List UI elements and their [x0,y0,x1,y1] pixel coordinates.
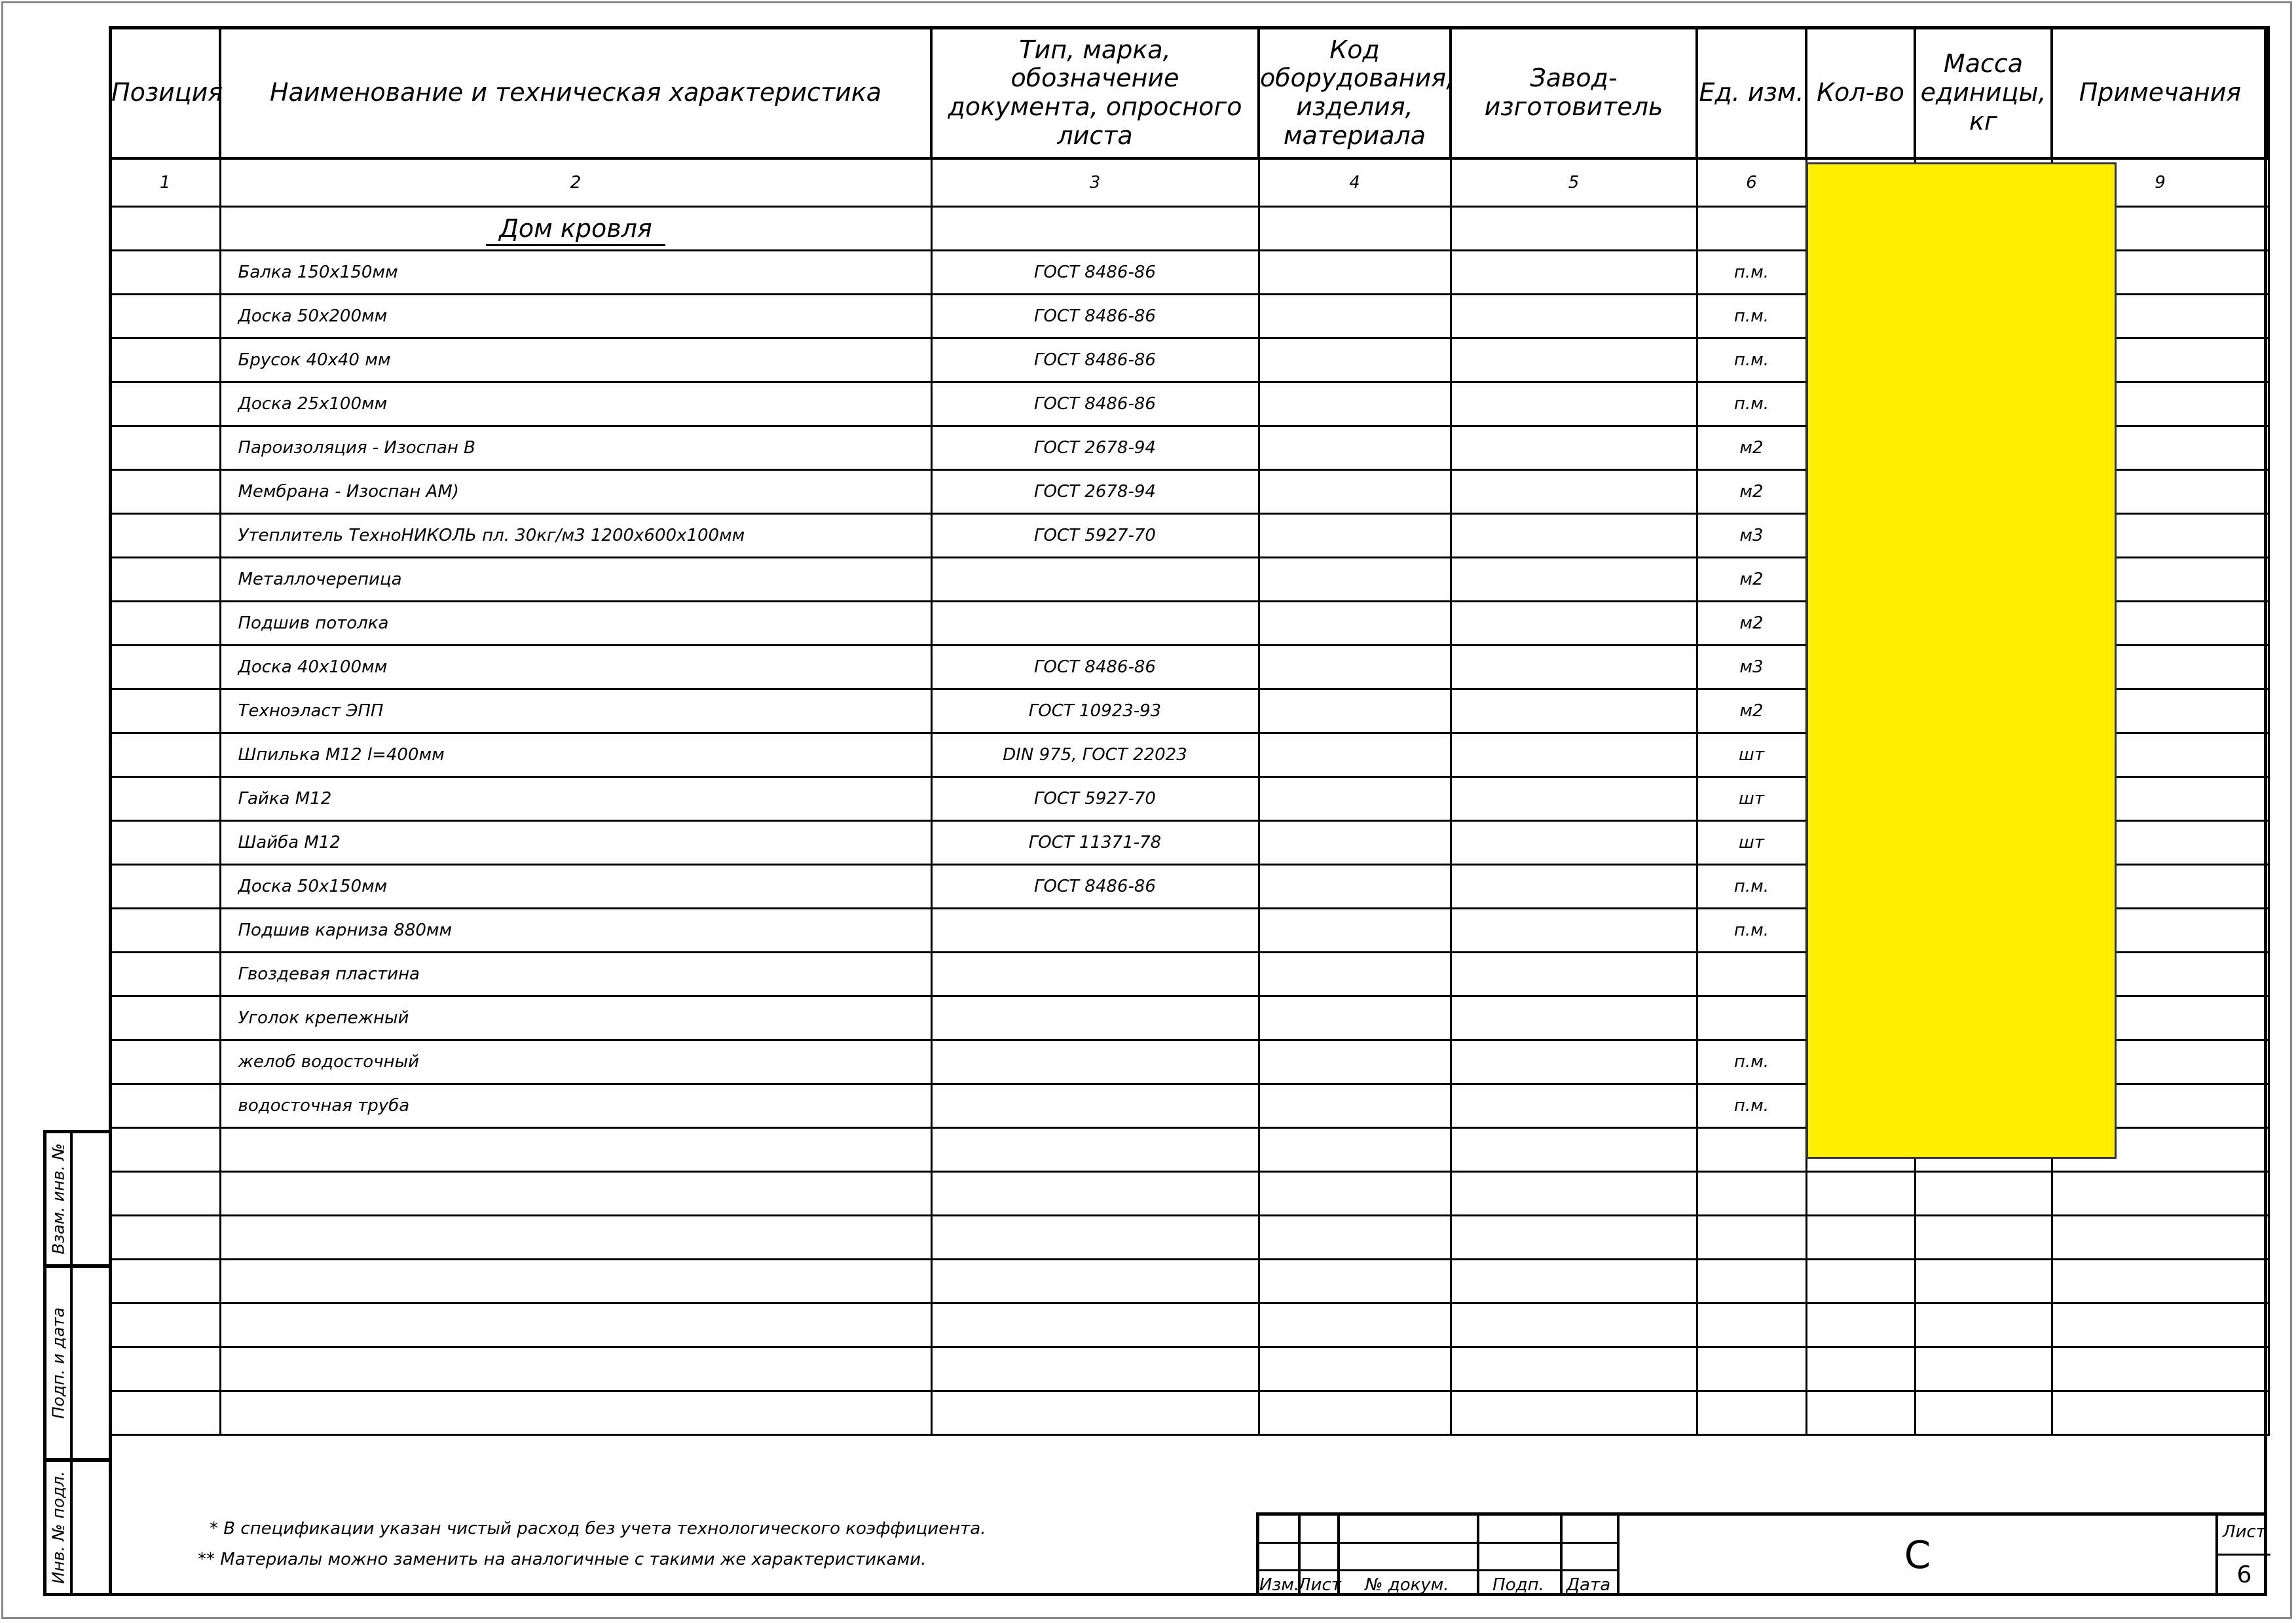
item-document: ГОСТ 2678-94 [931,426,1259,470]
item-document: ГОСТ 8486-86 [931,646,1259,689]
item-name: Утеплитель ТехноНИКОЛЬ пл. 30кг/м3 1200x600x100мм [220,514,931,558]
item-name: Уголок крепежный [220,996,931,1040]
footnote-1: * В спецификации указан чистый расход без учета технологического коэффициента. [210,1519,986,1539]
item-name: Доска 25x100мм [220,382,931,426]
item-document: ГОСТ 11371-78 [931,821,1259,865]
title-block-label: Подп. [1492,1575,1544,1595]
item-unit: м2 [1697,426,1806,470]
item-unit: п.м. [1697,1084,1806,1128]
item-unit: м2 [1697,689,1806,733]
header-position: Позиция [110,27,220,158]
header-name: Наименование и техническая характеристика [220,27,931,158]
stamp-signature-date [43,1265,110,1461]
column-number: 4 [1259,158,1451,207]
header-manufacturer: Завод-изготовитель [1451,27,1697,158]
column-number: 3 [931,158,1259,207]
header-document: Тип, марка, обозначение документа, опросного листа [931,27,1259,158]
item-name: Шпилька М12 l=400мм [220,733,931,777]
item-name: Балка 150x150мм [220,251,931,295]
item-name: желоб водосточный [220,1040,931,1084]
item-unit: п.м. [1697,251,1806,295]
item-document: ГОСТ 2678-94 [931,470,1259,514]
stamp-label: Подп. и дата [48,1307,68,1419]
item-unit: шт [1697,777,1806,821]
item-document: ГОСТ 8486-86 [931,865,1259,909]
item-unit: п.м. [1697,909,1806,953]
title-block-label: Дата [1566,1575,1611,1595]
item-name: Подшив потолка [220,602,931,646]
header-unit: Ед. изм. [1697,27,1806,158]
sheet-number: 6 [2236,1561,2252,1588]
item-name: водосточная труба [220,1084,931,1128]
column-number: 1 [110,158,220,207]
item-unit: м3 [1697,646,1806,689]
column-number: 6 [1697,158,1806,207]
title-block-label: Лист [1298,1575,1341,1595]
item-name: Гвоздевая пластина [220,953,931,996]
stamp-label: Инв. № подл. [48,1470,68,1584]
item-document: ГОСТ 8486-86 [931,338,1259,382]
item-unit: п.м. [1697,382,1806,426]
item-document: ГОСТ 8486-86 [931,382,1259,426]
title-block-label: Изм. [1259,1575,1300,1595]
item-name: Брусок 40x40 мм [220,338,931,382]
item-unit: м2 [1697,558,1806,602]
item-name: Металлочерепица [220,558,931,602]
title-block-label: № докум. [1365,1575,1449,1595]
item-name: Мембрана - Изоспан АМ) [220,470,931,514]
item-unit: шт [1697,733,1806,777]
item-document: ГОСТ 8486-86 [931,295,1259,338]
item-document: DIN 975, ГОСТ 22023 [931,733,1259,777]
header-quantity: Кол-во [1806,27,1915,158]
item-document: ГОСТ 5927-70 [931,777,1259,821]
item-name: Техноэласт ЭПП [220,689,931,733]
item-unit: м2 [1697,602,1806,646]
sheet-label: Лист [2223,1522,2266,1542]
document-code: С [1904,1533,1931,1577]
item-unit: м2 [1697,470,1806,514]
item-unit: п.м. [1697,295,1806,338]
footnote-2: ** Материалы можно заменить на аналогичные с такими же характеристиками. [198,1550,927,1569]
column-number: 9 [2052,158,2268,207]
item-name: Доска 40x100мм [220,646,931,689]
item-name: Гайка М12 [220,777,931,821]
item-name: Доска 50x200мм [220,295,931,338]
section-title: Дом кровля [486,214,665,246]
header-mass: Масса единицы, кг [1915,27,2052,158]
item-unit: м3 [1697,514,1806,558]
drawing-frame [109,26,2267,1596]
item-unit: п.м. [1697,338,1806,382]
column-number: 5 [1451,158,1697,207]
item-name: Шайба М12 [220,821,931,865]
stamp-replaced-inventory [43,1130,110,1267]
item-name: Пароизоляция - Изоспан В [220,426,931,470]
item-unit: шт [1697,821,1806,865]
item-document: ГОСТ 5927-70 [931,514,1259,558]
column-number: 2 [220,158,931,207]
header-notes: Примечания [2052,27,2268,158]
item-unit: п.м. [1697,865,1806,909]
item-document: ГОСТ 8486-86 [931,251,1259,295]
title-block [1256,1512,2267,1596]
header-code: Код оборудования, изделия, материала [1259,27,1451,158]
item-name: Подшив карниза 880мм [220,909,931,953]
stamp-label: Взам. инв. № [48,1143,68,1254]
stamp-original-inventory [43,1459,110,1596]
item-name: Доска 50x150мм [220,865,931,909]
item-document: ГОСТ 10923-93 [931,689,1259,733]
item-unit: п.м. [1697,1040,1806,1084]
